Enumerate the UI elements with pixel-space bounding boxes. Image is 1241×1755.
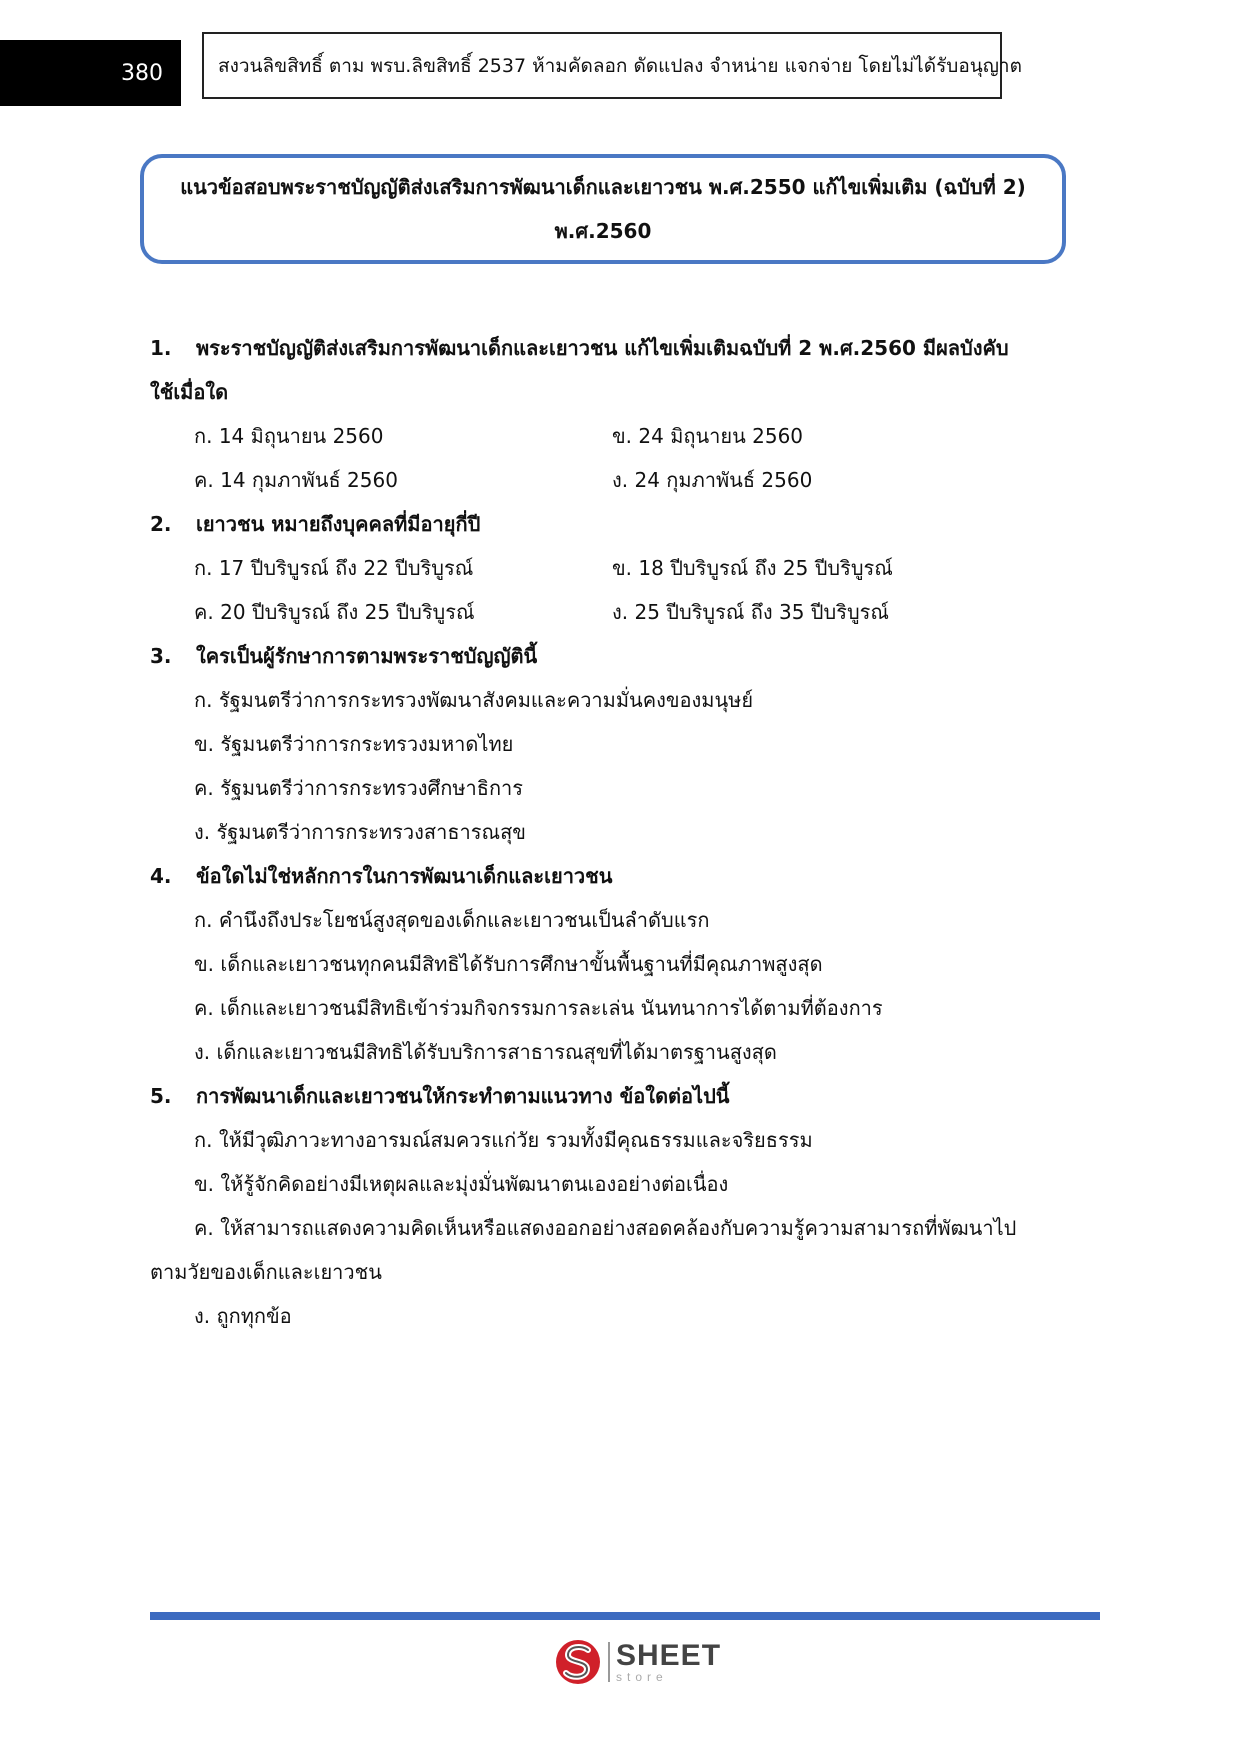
copyright-notice bbox=[202, 32, 1022, 99]
title-line-1: แนวข้อสอบพระราชบัญญัติส่งเสริมการพัฒนาเด็กและเยาวชน พ.ศ.2550 แก้ไขเพิ่มเติม (ฉบับที่ 2) bbox=[180, 175, 1026, 199]
option-c-continued: ตามวัยของเด็กและเยาวชน bbox=[150, 1260, 382, 1284]
question-1 bbox=[150, 326, 1070, 370]
question-number: 2. bbox=[150, 512, 172, 536]
question-number: 4. bbox=[150, 864, 172, 888]
sheet-store-logo bbox=[552, 1634, 722, 1690]
page-number-text: 380 bbox=[121, 60, 163, 86]
option-d: ง. 25 ปีบริบูรณ์ ถึง 35 ปีบริบูรณ์ bbox=[612, 600, 889, 624]
option-a: ก. 14 มิถุนายน 2560 bbox=[194, 424, 384, 448]
option-c: ค. เด็กและเยาวชนมีสิทธิเข้าร่วมกิจกรรมการละเล่น นันทนาการได้ตามที่ต้องการ bbox=[194, 996, 883, 1020]
question-text: ข้อใดไม่ใช่หลักการในการพัฒนาเด็กและเยาวชน bbox=[196, 864, 613, 888]
option-d: ง. รัฐมนตรีว่าการกระทรวงสาธารณสุข bbox=[194, 820, 526, 844]
footer-divider bbox=[150, 1612, 1100, 1620]
option-a: ก. คำนึงถึงประโยชน์สูงสุดของเด็กและเยาวชนเป็นลำดับแรก bbox=[194, 908, 710, 932]
option-d: ง. ถูกทุกข้อ bbox=[194, 1304, 292, 1328]
question-text: ใครเป็นผู้รักษาการตามพระราชบัญญัตินี้ bbox=[196, 644, 538, 668]
question-number: 1. bbox=[150, 336, 172, 360]
question-text: การพัฒนาเด็กและเยาวชนให้กระทำตามแนวทาง ข้อใดต่อไปนี้ bbox=[196, 1084, 730, 1108]
question-3 bbox=[150, 634, 1070, 678]
option-row bbox=[150, 414, 1070, 458]
option-row bbox=[150, 458, 1070, 502]
option-a: ก. 17 ปีบริบูรณ์ ถึง 22 ปีบริบูรณ์ bbox=[194, 556, 474, 580]
option-b: ข. 18 ปีบริบูรณ์ ถึง 25 ปีบริบูรณ์ bbox=[612, 556, 893, 580]
option-a: ก. รัฐมนตรีว่าการกระทรวงพัฒนาสังคมและความมั่นคงของมนุษย์ bbox=[194, 688, 754, 712]
question-4 bbox=[150, 854, 1070, 898]
page-title bbox=[140, 154, 1066, 264]
question-number: 5. bbox=[150, 1084, 172, 1108]
question-2 bbox=[150, 502, 1070, 546]
option-c: ค. รัฐมนตรีว่าการกระทรวงศึกษาธิการ bbox=[194, 776, 524, 800]
title-line-2: พ.ศ.2560 bbox=[554, 219, 652, 243]
option-b: ข. 24 มิถุนายน 2560 bbox=[612, 424, 804, 448]
question-list bbox=[150, 326, 1070, 1338]
copyright-text: สงวนลิขสิทธิ์ ตาม พรบ.ลิขสิทธิ์ 2537 ห้ามคัดลอก ดัดแปลง จำหน่าย แจกจ่าย โดยไม่ได้รับอนุญาต bbox=[218, 54, 1022, 77]
option-c: ค. ให้สามารถแสดงความคิดเห็นหรือแสดงออกอย่างสอดคล้องกับความรู้ความสามารถที่พัฒนาไป bbox=[194, 1216, 1017, 1240]
option-b: ข. ให้รู้จักคิดอย่างมีเหตุผลและมุ่งมั่นพัฒนาตนเองอย่างต่อเนื่อง bbox=[194, 1172, 729, 1196]
option-b: ข. รัฐมนตรีว่าการกระทรวงมหาดไทย bbox=[194, 732, 514, 756]
question-number: 3. bbox=[150, 644, 172, 668]
option-c: ค. 20 ปีบริบูรณ์ ถึง 25 ปีบริบูรณ์ bbox=[194, 600, 475, 624]
question-text: เยาวชน หมายถึงบุคคลที่มีอายุกี่ปี bbox=[196, 512, 481, 536]
option-a: ก. ให้มีวุฒิภาวะทางอารมณ์สมควรแก่วัย รวมทั้งมีคุณธรรมและจริยธรรม bbox=[194, 1128, 813, 1152]
logo-text bbox=[616, 1641, 721, 1683]
page-number bbox=[0, 40, 181, 106]
option-b: ข. เด็กและเยาวชนทุกคนมีสิทธิได้รับการศึกษาขั้นพื้นฐานที่มีคุณภาพสูงสุด bbox=[194, 952, 823, 976]
option-row bbox=[150, 546, 1070, 590]
logo-main-text: SHEET bbox=[616, 1639, 722, 1672]
logo-divider bbox=[608, 1642, 610, 1682]
question-text-continued: ใช้เมื่อใด bbox=[150, 380, 229, 404]
option-d: ง. 24 กุมภาพันธ์ 2560 bbox=[612, 468, 813, 492]
question-5 bbox=[150, 1074, 1070, 1118]
option-c: ค. 14 กุมภาพันธ์ 2560 bbox=[194, 468, 398, 492]
logo-sub-text: store bbox=[616, 1670, 668, 1684]
option-row bbox=[150, 590, 1070, 634]
option-d: ง. เด็กและเยาวชนมีสิทธิได้รับบริการสาธารณสุขที่ได้มาตรฐานสูงสุด bbox=[194, 1040, 777, 1064]
question-text: พระราชบัญญัติส่งเสริมการพัฒนาเด็กและเยาวชน แก้ไขเพิ่มเติมฉบับที่ 2 พ.ศ.2560 มีผลบังคับ bbox=[196, 336, 1009, 360]
sheet-store-logo-icon bbox=[552, 1636, 604, 1688]
